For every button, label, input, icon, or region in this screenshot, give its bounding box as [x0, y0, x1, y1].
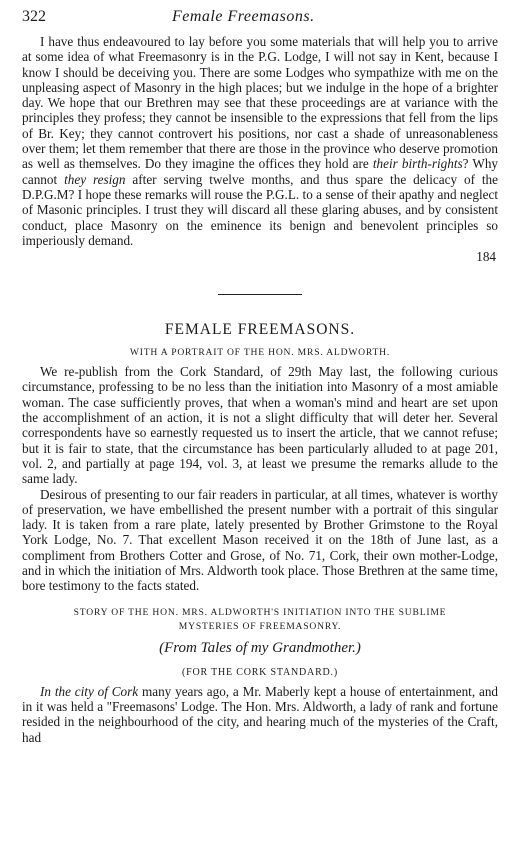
letter-text-a: I have thus endeavoured to lay before you some materials that will help you to arrive at some idea of what Freemasonry is in the P.G. Lodge, I will not say in Kent, because I know I should be deceiving you. There are some Lodges who sympathize with me on the unpleasing aspect of Masonry in the high places; but we indulge in the hope of a brighter day. We hope that our Brethren may see that these proceedings are at variance with the principles they profess; they cannot be insensible to the expressions that fell from the lips of Br. Key; they cannot controvert his positions, nor cast a shade of unreasonableness over them; let them remember that there are those in the province who deserve promotion as well as themselves. Do they imagine the offices they hold are — [22, 34, 498, 172]
page-number: 322 — [22, 8, 46, 25]
story-emphasis-city: In the city of Cork — [40, 683, 139, 699]
letter-emphasis-resign: they resign — [64, 171, 126, 187]
story-heading-line-1: STORY OF THE HON. MRS. ALDWORTH'S INITIATION INTO THE SUBLIME — [73, 606, 447, 618]
article-subtitle: WITH A PORTRAIT OF THE HON. MRS. ALDWORTH. — [129, 347, 391, 359]
story-heading-line-2: MYSTERIES OF FREEMASONRY. — [178, 620, 342, 632]
letter-emphasis-birth-rights: their birth-rights — [372, 156, 463, 172]
letter-text-c: after serving twelve months, and thus spare the delicacy of the D.P.G.M? I hope these remarks will rouse the P.G.L. to a sense of their apathy and neglect of Masonic principles. I trust they will discard all these glaring abuses, and by consistent conduct, place Masonry on the eminence its benign and benevolent principles so imperiously demand. — [22, 171, 498, 248]
letter-text-b: ? Why cannot — [22, 156, 499, 187]
section-divider — [218, 294, 302, 295]
book-page — [22, 8, 498, 864]
story-source: (From Tales of my Grandmother.) — [159, 639, 361, 656]
article-paragraph-1: We re-publish from the Cork Standard, of 29th May last, the following curious circumstance, professing to be no less than the initiation into Masonry of a most amiable woman. The case sufficiently proves, that when a woman's mind and heart are set upon the accomplishment of an action, it is not a slight difficulty that will deter her. Several correspondents have so earnestly requested us to insert the article, that we cannot refuse; but it is fair to state, that the circumstance has been particularly alluded to at page 201, vol. 2, and partially at page 194, vol. 3, at least we presume the remarks allude to the same lady. — [22, 364, 498, 487]
story-publication-note: (FOR THE CORK STANDARD.) — [181, 666, 338, 678]
story-heading — [22, 606, 498, 634]
running-title: Female Freemasons. — [172, 8, 315, 25]
article-title: FEMALE FREEMASONS. — [164, 321, 356, 339]
letter-paragraph — [22, 34, 498, 248]
story-paragraph — [22, 684, 498, 745]
article-paragraph-2: Desirous of presenting to our fair readers in particular, at all times, whatever is worthy of preservation, we have embellished the present number with a portrait of this singular lady. It is taken from a rare plate, lately presented by Brother Grimstone to the Royal York Lodge, No. 7. That excellent Mason received it on the 18th of June last, as a compliment from Brothers Cotter and Grose, of No. 71, Cork, their own mother-Lodge, and in which the initiation of Mrs. Aldworth took place. Those Brethren at the same time, bore testimony to the facts stated. — [22, 486, 498, 594]
page-header — [22, 8, 498, 34]
letter-signature: 184 — [476, 249, 496, 265]
story-text: many years ago, a Mr. Maberly kept a house of entertainment, and in it was held a "Freemasons' Lodge. The Hon. Mrs. Aldworth, a lady of rank and fortune resided in the neighbourhood of the city, and hearing much of the mysteries of the Craft, had — [22, 683, 499, 745]
